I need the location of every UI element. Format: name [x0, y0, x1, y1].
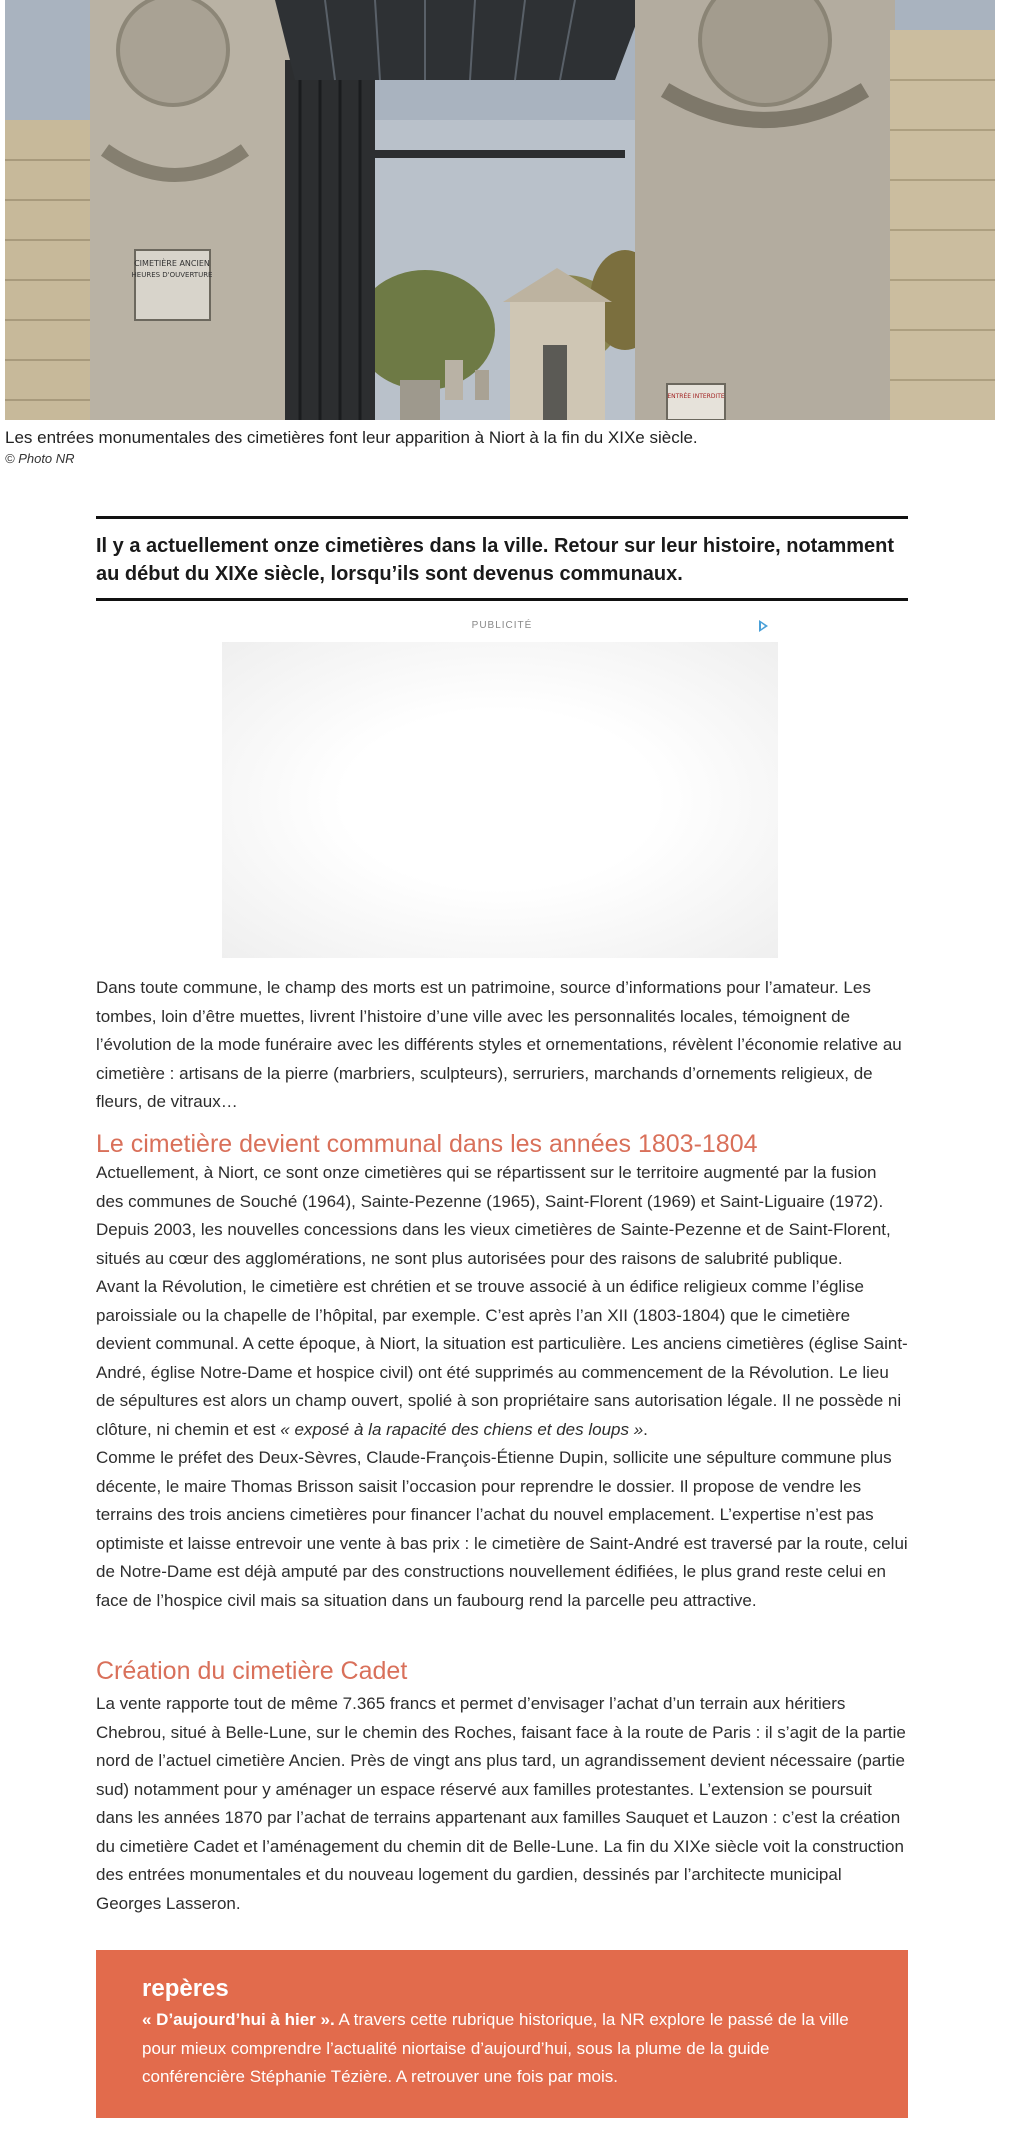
paragraph [96, 1273, 908, 1444]
sign-right-line-1: ENTRÉE INTERDITE [667, 393, 725, 400]
text-run: . [643, 1419, 648, 1439]
intro-paragraph [96, 974, 908, 1117]
hero-photo [5, 0, 995, 420]
cemetery-gate-illustration [5, 0, 995, 420]
ad-label: PUBLICITÉ [471, 620, 533, 631]
ad-slot[interactable] [222, 642, 778, 958]
reperes-title: repères [142, 1975, 229, 2002]
section-heading-cadet: Création du cimetière Cadet [96, 1657, 408, 1685]
adchoices-icon[interactable] [759, 620, 768, 632]
photo-caption: Les entrées monumentales des cimetières font leur apparition à Niort à la fin du XIXe siècle. [5, 428, 698, 447]
article-lead [96, 516, 908, 601]
text-run: Avant la Révolution, le cimetière est chrétien et se trouve associé à un édifice religieux comme l’église paroissiale ou la chapelle de l’hôpital, par exemple. C’est après l’an XII (1803-1804) que le cimetière devient communal. A cette époque, à Niort, la situation est particulière. Les anciens cimetières (église Saint-André, église Notre-Dame et hospice civil) ont été supprimés au commencement de la Révolution. Le lieu de sépultures est alors un champ ouvert, spolié à son propriétaire sans autorisation légale. Il ne possède ni clôture, ni chemin et est [96, 1277, 908, 1439]
advertisement[interactable] [96, 620, 908, 962]
section-communal-body [96, 1159, 908, 1615]
lead-text: Il y a actuellement onze cimetières dans la ville. Retour sur leur histoire, notamment au début du XIXe siècle, lorsqu’ils sont devenus communaux. [96, 535, 895, 585]
section-cadet-body [96, 1690, 908, 1918]
photo-credit: © Photo NR [5, 451, 75, 466]
paragraph [96, 1690, 908, 1918]
section-heading-communal: Le cimetière devient communal dans les années 1803-1804 [96, 1130, 758, 1158]
article-intro [96, 974, 908, 1117]
bold-text: « D’aujourd’hui à hier ». [142, 2010, 335, 2029]
reperes-text [142, 2006, 863, 2092]
text-run: Dans toute commune, le champ des morts est un patrimoine, source d’informations pour l’amateur. Les tombes, loin d’être muettes, livrent l’histoire d’une ville avec les personnalités locales, témoignent de l’évolution de la mode funéraire avec les différents styles et ornementations, révèlent l’économie relative au cimetière : artisans de la pierre (marbriers, sculpteurs), serruriers, marchands d’ornements religieux, de fleurs, de vitraux… [96, 978, 902, 1111]
text-run: La vente rapporte tout de même 7.365 francs et permet d’envisager l’achat d’un terrain aux héritiers Chebrou, situé à Belle-Lune, sur le chemin des Roches, faisant face à la route de Paris : il s’agit de la partie nord de l’actuel cimetière Ancien. Près de vingt ans plus tard, un agrandissement devient nécessaire (partie sud) notamment pour y aménager un espace réservé aux familles protestantes. L’extension se poursuit dans les années 1870 par l’achat de terrains appartenant aux familles Sauquet et Lauzon : c’est la création du cimetière Cadet et l’aménagement du chemin dit de Belle-Lune. La fin du XIXe siècle voit la construction des entrées monumentales et du nouveau logement du gardien, dessinés par l’architecte municipal Georges Lasseron. [96, 1694, 906, 1913]
text-run: A travers cette rubrique historique, la NR explore le passé de la ville pour mieux comprendre l’actualité niortaise d’aujourd’hui, sous la plume de la guide conférencière Stéphanie Tézière. A retrouver une fois par mois. [142, 2010, 849, 2086]
text-run: Actuellement, à Niort, ce sont onze cimetières qui se répartissent sur le territoire augmenté par la fusion des communes de Souché (1964), Sainte-Pezenne (1965), Saint-Florent (1969) et Saint-Liguaire (1972). Depuis 2003, les nouvelles concessions dans les vieux cimetières de Sainte-Pezenne et de Saint-Florent, situés au cœur des agglomérations, ne sont plus autorisées pour des raisons de salubrité publique. [96, 1163, 891, 1268]
paragraph [96, 1159, 908, 1273]
emphasis-text: « exposé à la rapacité des chiens et des loups » [280, 1419, 644, 1439]
sign-left-line-2: HEURES D'OUVERTURE [131, 271, 213, 279]
text-run: Comme le préfet des Deux-Sèvres, Claude-François-Étienne Dupin, sollicite une sépulture commune plus décente, le maire Thomas Brisson saisit l’occasion pour reprendre le dossier. Il propose de vendre les terrains des trois anciens cimetières pour financer l’achat du nouvel emplacement. L’expertise n’est pas optimiste et laisse entrevoir une vente à bas prix : le cimetière de Saint-André est traversé par la route, celui de Notre-Dame est déjà amputé par des constructions nouvellement édifiées, le plus grand reste celui en face de l’hospice civil mais sa situation dans un faubourg rend la parcelle peu attractive. [96, 1448, 908, 1610]
reperes-box [96, 1950, 908, 2118]
paragraph [96, 1444, 908, 1615]
sign-left-line-1: CIMETIÈRE ANCIEN [134, 259, 210, 268]
